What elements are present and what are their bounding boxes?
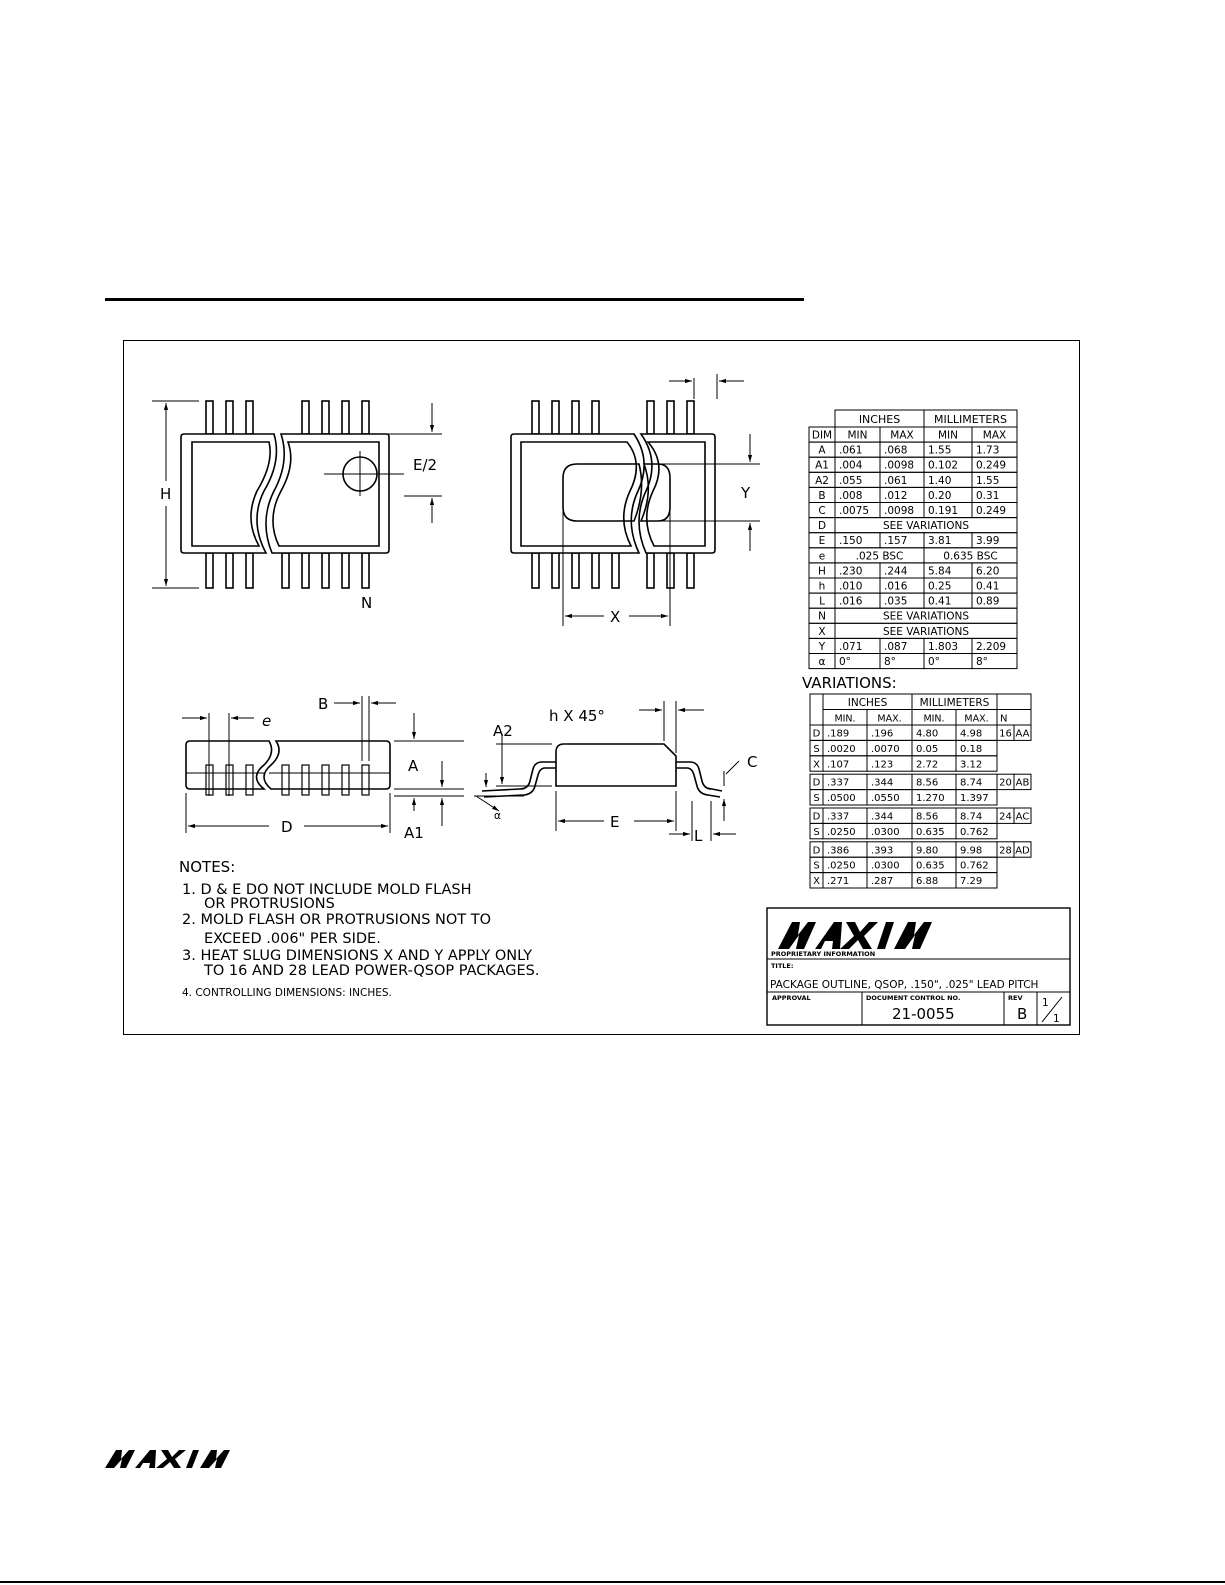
variations-cell: 3.12	[960, 759, 983, 771]
dim-table-cell: .150	[839, 535, 863, 548]
variations-title: VARIATIONS:	[802, 674, 897, 692]
note-line: 2. MOLD FLASH OR PROTRUSIONS NOT TO	[182, 912, 492, 928]
dim-table-cell: 0.41	[928, 595, 952, 608]
sheet-number: 1	[1042, 997, 1049, 1009]
package-drawing	[123, 340, 1080, 1035]
variations-column-header: MAX.	[964, 713, 989, 725]
variations-cell: X	[813, 876, 820, 888]
variations-cell: 1.270	[916, 793, 945, 805]
dimension-table	[809, 410, 1017, 669]
heat-slug-view	[511, 374, 760, 626]
dim-table-cell: α	[818, 656, 826, 668]
dim-table-cell: N	[818, 610, 826, 623]
variations-cell: D	[812, 777, 821, 789]
variations-code: AB	[1015, 777, 1030, 789]
dim-table-cell: 0.635 BSC	[943, 550, 998, 563]
variations-cell: 4.80	[916, 728, 939, 740]
dim-table-cell: 1.73	[976, 444, 1000, 457]
rev-label: REV	[1008, 994, 1023, 1002]
variations-cell: 6.88	[916, 876, 939, 888]
dim-table-cell: Y	[818, 640, 826, 653]
dim-table-cell: h	[818, 580, 826, 593]
notes-title: NOTES:	[179, 858, 236, 876]
variations-cell: S	[813, 793, 820, 805]
variations-column-header: N	[1000, 713, 1008, 725]
footer-maxim-logo	[105, 1448, 245, 1470]
dim-table-cell: A2	[815, 474, 829, 487]
note-line: EXCEED .006" PER SIDE.	[204, 931, 381, 947]
dim-table-column-header: MAX	[890, 429, 914, 442]
label-h-x-45: h X 45°	[549, 707, 605, 725]
top-view-leads-bottom	[206, 553, 369, 588]
variations-cell: .0070	[871, 743, 900, 755]
dim-table-cell: 1.55	[976, 474, 1000, 487]
dim-table-cell: .008	[839, 489, 863, 502]
variations-code: AA	[1015, 728, 1030, 740]
variations-lead-count: 20	[999, 777, 1012, 789]
sheet-total: 1	[1053, 1013, 1060, 1025]
drawing-title: PACKAGE OUTLINE, QSOP, .150", .025" LEAD PITCH	[770, 979, 1039, 991]
variations-cell: .287	[871, 876, 894, 888]
variations-cell: 8.74	[960, 811, 983, 823]
label-A: A	[408, 757, 419, 775]
variations-cell: D	[812, 728, 821, 740]
variations-group-header: MILLIMETERS	[919, 697, 990, 709]
dim-table-cell: .055	[839, 474, 863, 487]
dim-table-cell: e	[818, 550, 826, 563]
dim-table-cell: H	[818, 565, 826, 578]
dim-table-cell: A	[818, 444, 826, 457]
variations-cell: .196	[871, 728, 894, 740]
dim-table-cell: .012	[884, 489, 908, 502]
variations-cell: S	[813, 860, 820, 872]
side-view	[182, 696, 464, 833]
variations-cell: .0500	[827, 793, 856, 805]
variations-cell: 0.05	[916, 743, 939, 755]
dim-table-cell: 0.89	[976, 595, 1000, 608]
dim-table-cell: 0.25	[928, 580, 952, 593]
dim-table-cell: 0.102	[928, 459, 959, 472]
approval-label: APPROVAL	[772, 994, 811, 1002]
variations-cell: .0550	[871, 793, 900, 805]
dim-table-cell: 0°	[928, 656, 940, 668]
note-line: 1. D & E DO NOT INCLUDE MOLD FLASH	[182, 882, 472, 898]
variations-cell: 9.98	[960, 845, 983, 857]
revision: B	[1017, 1005, 1028, 1023]
variations-cell: .0300	[871, 860, 900, 872]
label-X: X	[610, 608, 621, 626]
variations-column-header: MIN.	[923, 713, 945, 725]
dim-table-cell: .004	[839, 459, 863, 472]
slug-view-leads-top	[532, 401, 694, 434]
dim-table-cell: 0.41	[976, 580, 1000, 593]
dim-table-cell: .010	[839, 580, 863, 593]
dim-table-cell: A1	[815, 459, 829, 472]
variations-cell: 8.56	[916, 777, 939, 789]
variations-cell: 0.635	[916, 860, 945, 872]
label-B: B	[318, 695, 329, 713]
dim-table-cell: .244	[884, 565, 908, 578]
dim-table-cell: C	[818, 505, 826, 517]
title-label: TITLE:	[771, 962, 794, 970]
dim-table-cell: .087	[884, 640, 908, 653]
variations-cell: .337	[827, 811, 850, 823]
dim-table-cell: 0.249	[976, 459, 1007, 472]
variations-cell: 4.98	[960, 728, 983, 740]
doc-control-label: DOCUMENT CONTROL NO.	[866, 994, 961, 1002]
dim-table-cell: 1.40	[928, 474, 952, 487]
end-view	[474, 701, 739, 841]
dim-table-cell: .0075	[839, 505, 870, 517]
variations-cell: 0.762	[960, 826, 989, 838]
label-N: N	[361, 594, 373, 612]
top-view-leads-top	[206, 401, 369, 434]
label-E-half: E/2	[413, 456, 438, 474]
variations-cell: 0.762	[960, 860, 989, 872]
variations-cell: D	[812, 811, 821, 823]
variations-cell: .271	[827, 876, 850, 888]
label-C: C	[747, 753, 758, 771]
label-alpha: α	[494, 810, 501, 822]
variations-cell: .393	[871, 845, 894, 857]
variations-cell: X	[813, 759, 820, 771]
dim-table-cell: 2.209	[976, 640, 1007, 653]
variations-cell: 8.56	[916, 811, 939, 823]
dim-table-cell: 1.803	[928, 640, 959, 653]
variations-cell: .189	[827, 728, 850, 740]
variations-code: AD	[1015, 845, 1030, 857]
dim-table-group-header: MILLIMETERS	[934, 413, 1007, 426]
dim-table-cell: 8°	[884, 656, 896, 668]
dim-table-cell: SEE VARIATIONS	[882, 625, 970, 638]
dim-table-cell: E	[818, 535, 826, 548]
variations-cell: 2.72	[916, 759, 939, 771]
header-rule	[105, 298, 804, 301]
variations-cell: 9.80	[916, 845, 939, 857]
variations-cell: .386	[827, 845, 850, 857]
variations-cell: .0250	[827, 860, 856, 872]
dim-table-cell: 5.84	[928, 565, 952, 578]
variations-cell: .0300	[871, 826, 900, 838]
label-e: e	[262, 712, 272, 730]
variations-code: AC	[1015, 811, 1030, 823]
variations-cell: S	[813, 826, 820, 838]
variations-cell: .0020	[827, 743, 856, 755]
dim-table-cell: B	[818, 489, 826, 502]
variations-lead-count: 28	[999, 845, 1012, 857]
variations-cell: 0.635	[916, 826, 945, 838]
variations-lead-count: 16	[999, 728, 1012, 740]
label-A1: A1	[404, 824, 424, 842]
dim-table-cell: 1.55	[928, 444, 952, 457]
dim-table-cell: 0.31	[976, 489, 1000, 502]
dim-table-cell: SEE VARIATIONS	[882, 520, 970, 533]
label-D: D	[281, 818, 293, 836]
note-line: TO 16 AND 28 LEAD POWER-QSOP PACKAGES.	[204, 963, 540, 979]
dim-table-group-header: INCHES	[858, 413, 901, 426]
dim-table-cell: D	[817, 520, 827, 533]
dim-table-cell: .0098	[884, 505, 915, 517]
variations-group-header: INCHES	[847, 697, 888, 709]
dim-table-cell: .025 BSC	[855, 550, 904, 563]
variations-cell: 7.29	[960, 876, 983, 888]
dim-table-cell: 0.20	[928, 489, 952, 502]
variations-column-header: MIN.	[834, 713, 856, 725]
variations-table	[810, 694, 1031, 888]
variations-cell: 0.18	[960, 743, 983, 755]
proprietary-label: PROPRIETARY INFORMATION	[771, 950, 876, 958]
variations-cell: .0250	[827, 826, 856, 838]
variations-cell: .123	[871, 759, 894, 771]
variations-cell: 1.397	[960, 793, 989, 805]
dim-table-cell: 0.249	[976, 505, 1007, 517]
label-E: E	[610, 813, 620, 831]
dim-table-cell: 8°	[976, 656, 988, 668]
variations-cell: D	[812, 845, 821, 857]
dim-table-cell: 0.191	[928, 505, 959, 517]
dim-table-cell: X	[818, 625, 826, 638]
label-L: L	[694, 827, 703, 845]
note-line: 4. CONTROLLING DIMENSIONS: INCHES.	[182, 987, 392, 999]
top-view	[152, 401, 442, 588]
dim-table-cell: L	[819, 595, 825, 608]
variations-column-header: MAX.	[877, 713, 902, 725]
dim-table-cell: .071	[839, 640, 863, 653]
label-Y: Y	[741, 484, 751, 502]
variations-cell: .344	[871, 777, 894, 789]
dim-table-cell: .035	[884, 595, 908, 608]
dim-table-cell: 6.20	[976, 565, 1000, 578]
label-H: H	[160, 485, 172, 503]
note-line: 3. HEAT SLUG DIMENSIONS X AND Y APPLY ONLY	[182, 948, 533, 964]
document-number: 21-0055	[892, 1005, 955, 1023]
dim-table-cell: .061	[839, 444, 863, 457]
title-block	[767, 908, 1070, 1025]
drawing-svg	[124, 341, 1081, 1036]
dim-table-cell: .061	[884, 474, 908, 487]
variations-cell: S	[813, 743, 820, 755]
variations-lead-count: 24	[999, 811, 1012, 823]
dim-table-cell: 0°	[839, 656, 851, 668]
dim-table-cell: .0098	[884, 459, 915, 472]
dim-table-cell: .068	[884, 444, 908, 457]
dim-table-cell: .016	[884, 580, 908, 593]
dim-table-cell: .016	[839, 595, 863, 608]
dim-table-column-header: DIM	[811, 429, 833, 442]
label-A2: A2	[493, 722, 513, 740]
dim-table-cell: .157	[884, 535, 908, 548]
variations-cell: 8.74	[960, 777, 983, 789]
dim-table-cell: 3.99	[976, 535, 1000, 548]
dim-table-cell: SEE VARIATIONS	[882, 610, 970, 623]
dim-table-column-header: MIN	[937, 429, 959, 442]
variations-cell: .344	[871, 811, 894, 823]
dim-table-column-header: MIN	[847, 429, 868, 442]
variations-cell: .107	[827, 759, 850, 771]
note-line: OR PROTRUSIONS	[204, 896, 335, 912]
dim-table-cell: .230	[839, 565, 863, 578]
notes-block	[179, 858, 540, 999]
variations-cell: .337	[827, 777, 850, 789]
dim-table-cell: 3.81	[928, 535, 952, 548]
dim-table-column-header: MAX	[982, 429, 1007, 442]
footer-rule	[0, 1581, 1225, 1583]
